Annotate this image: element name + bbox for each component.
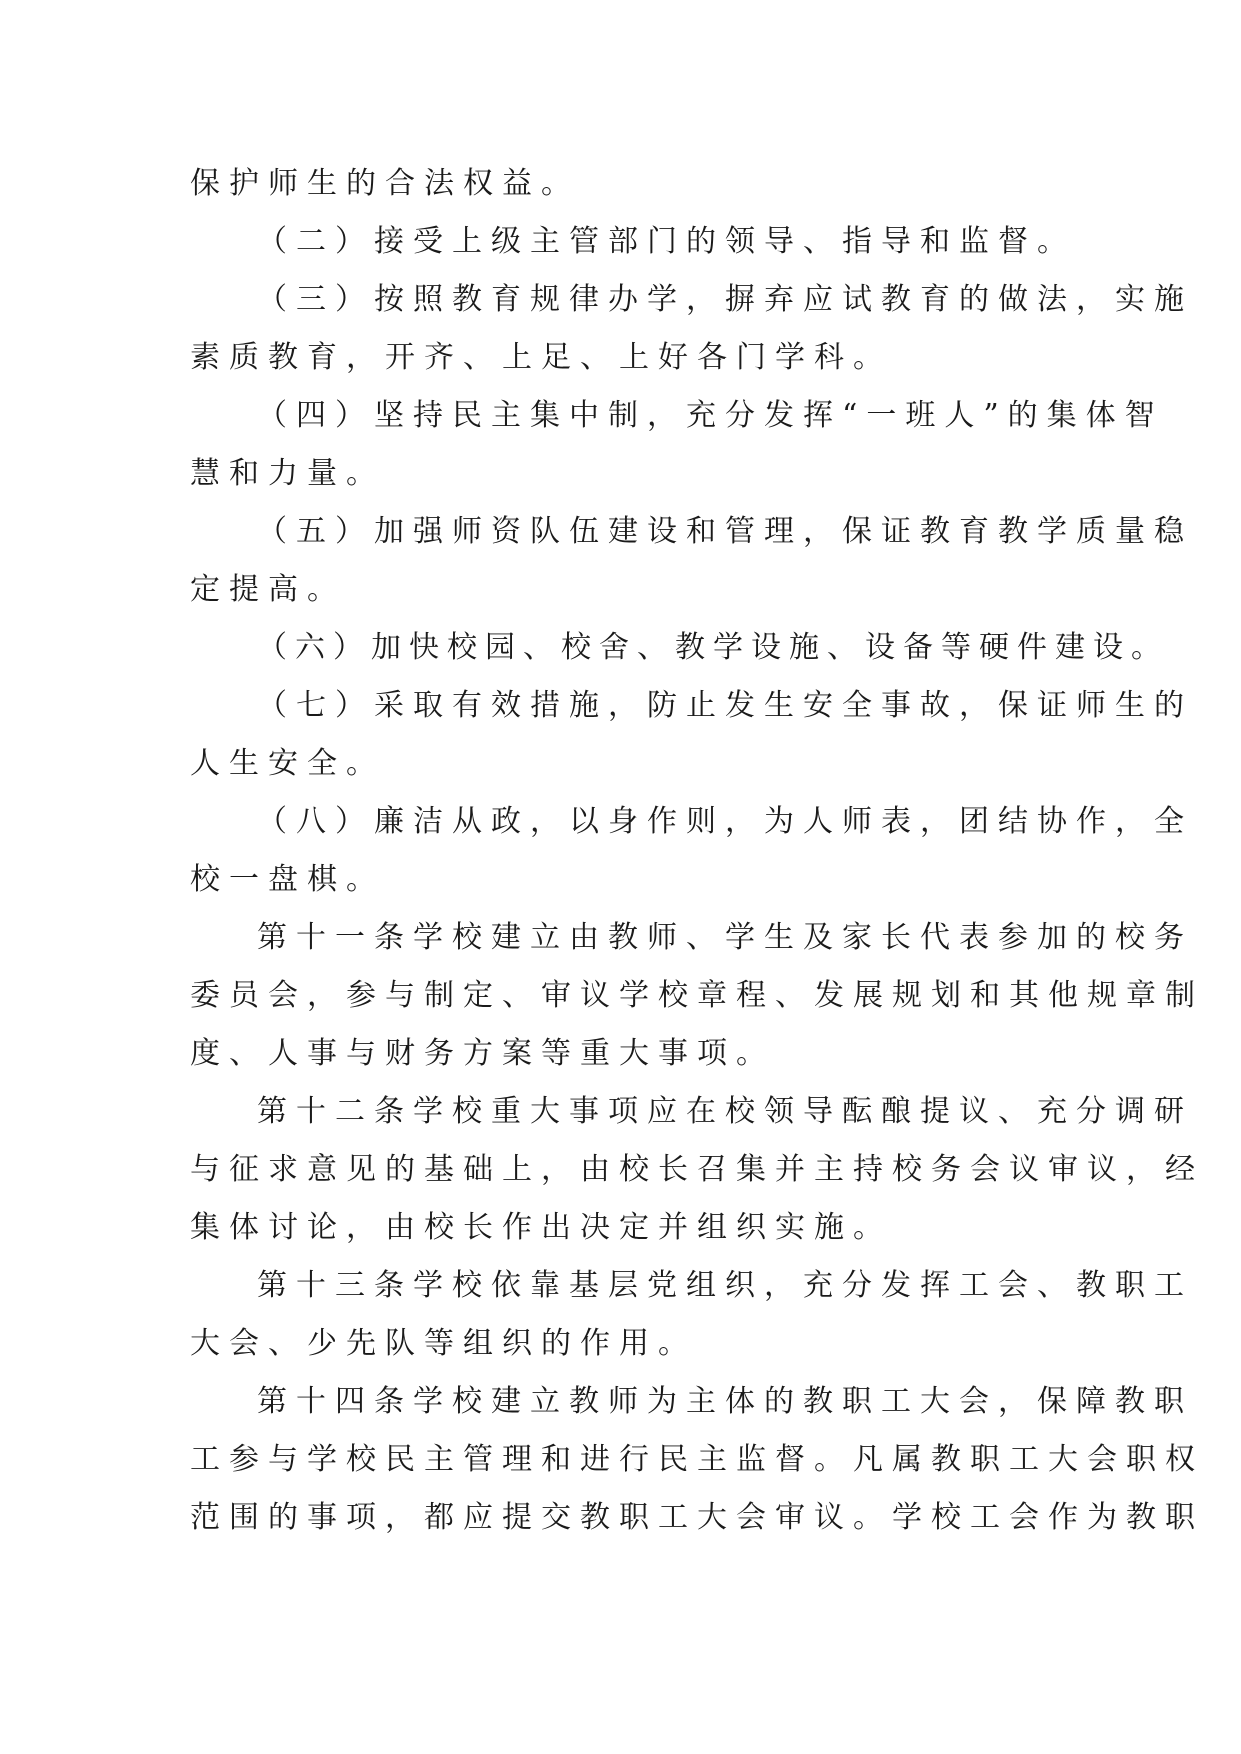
text-line: 度、人事与财务方案等重大事项。 [190,1036,775,1071]
text-line: 第十一条学校建立由教师、学生及家长代表参加的校务 [257,920,1193,955]
text-line: （五）加强师资队伍建设和管理，保证教育教学质量稳 [257,514,1193,549]
text-line: （八）廉洁从政，以身作则，为人师表，团结协作，全 [257,804,1193,839]
text-line: （二）接受上级主管部门的领导、指导和监督。 [257,224,1076,259]
text-line: 慧和力量。 [190,456,385,491]
text-line: （三）按照教育规律办学，摒弃应试教育的做法，实施 [257,282,1193,317]
text-line: （六）加快校园、校舍、教学设施、设备等硬件建设。 [257,630,1169,665]
text-line: 委员会，参与制定、审议学校章程、发展规划和其他规章制 [190,978,1204,1013]
text-line: 第十四条学校建立教师为主体的教职工大会，保障教职 [257,1384,1193,1419]
text-line: 校一盘棋。 [190,862,385,897]
text-line: 素质教育，开齐、上足、上好各门学科。 [190,340,892,375]
text-line: 工参与学校民主管理和进行民主监督。凡属教职工大会职权 [190,1442,1204,1477]
text-line: 与征求意见的基础上，由校长召集并主持校务会议审议，经 [190,1152,1204,1187]
text-line: 大会、少先队等组织的作用。 [190,1326,697,1361]
text-line: 第十二条学校重大事项应在校领导酝酿提议、充分调研 [257,1094,1193,1129]
text-line: 保护师生的合法权益。 [190,166,580,201]
text-line: 第十三条学校依靠基层党组织，充分发挥工会、教职工 [257,1268,1193,1303]
text-line: 人生安全。 [190,746,385,781]
text-line: 集体讨论，由校长作出决定并组织实施。 [190,1210,892,1245]
text-line: 定提高。 [190,572,346,607]
text-line: （四）坚持民主集中制，充分发挥“一班人”的集体智 [257,398,1164,433]
text-line: 范围的事项，都应提交教职工大会审议。学校工会作为教职 [190,1500,1204,1535]
text-line: （七）采取有效措施，防止发生安全事故，保证师生的 [257,688,1193,723]
